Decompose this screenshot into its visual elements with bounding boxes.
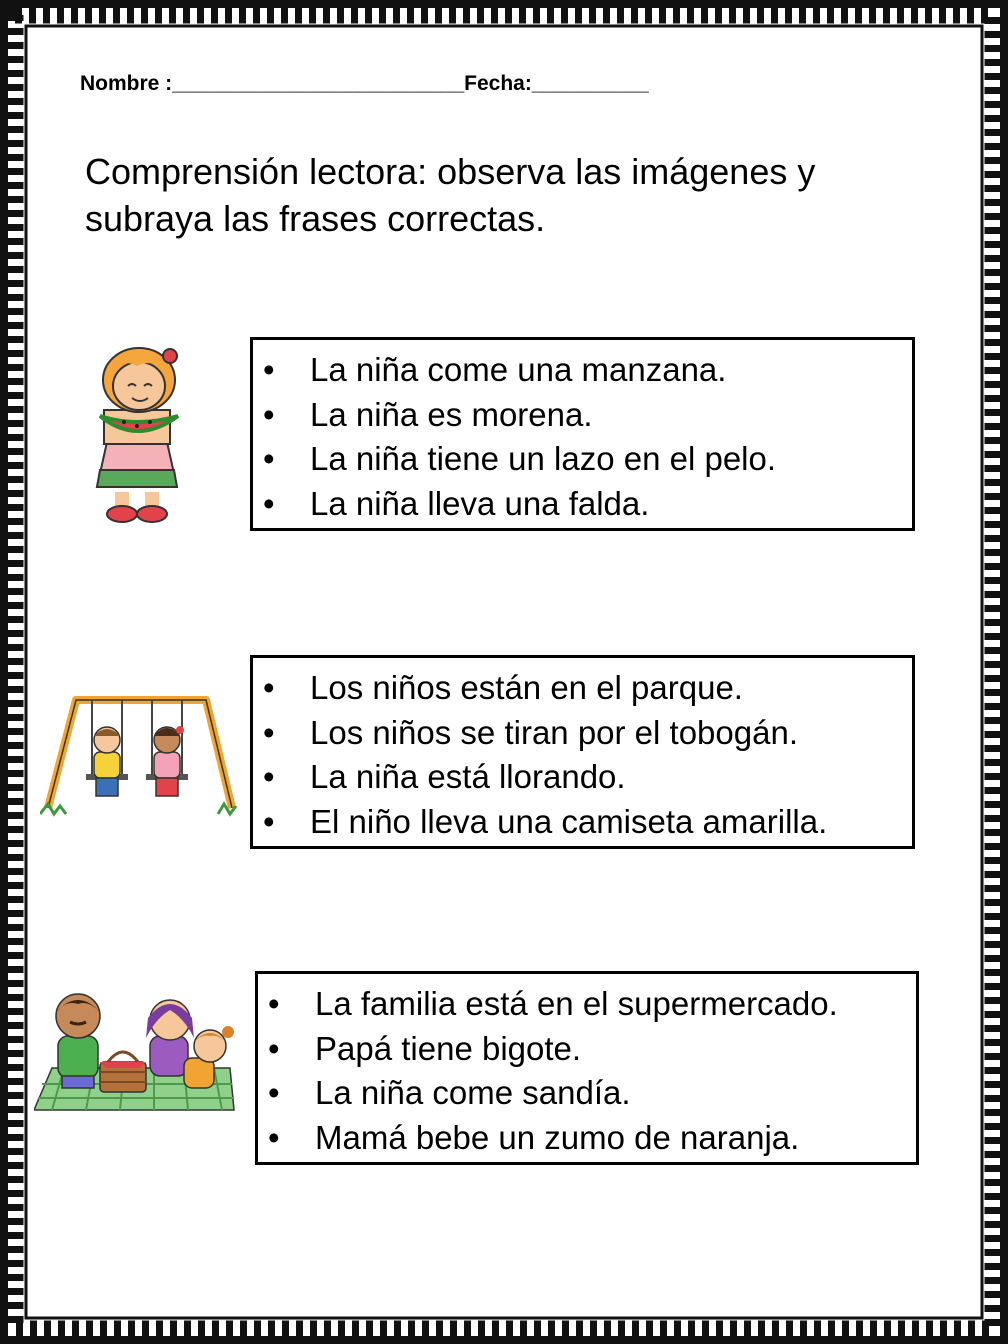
- sentence-text: La niña tiene un lazo en el pelo.: [310, 440, 777, 477]
- bullet: •: [268, 985, 280, 1022]
- family-picnic-image: [34, 988, 240, 1112]
- sentence-option[interactable]: [253, 393, 912, 438]
- bullet: •: [263, 484, 275, 522]
- bullet: •: [263, 395, 275, 433]
- sentence-option[interactable]: [253, 482, 912, 527]
- bullet: •: [268, 1074, 280, 1111]
- bullet: •: [263, 440, 275, 477]
- sentence-text: Los niños se tiran por el tobogán.: [310, 713, 798, 751]
- sentence-text: Mamá bebe un zumo de naranja.: [315, 1118, 800, 1156]
- sentence-option[interactable]: [253, 800, 912, 845]
- bullet: •: [263, 351, 275, 388]
- bullet: •: [263, 758, 275, 795]
- sentence-option[interactable]: [258, 1116, 916, 1161]
- sentence-text: Papá tiene bigote.: [315, 1029, 582, 1067]
- sentence-text: La niña lleva una falda.: [310, 484, 650, 522]
- sentence-text: La niña es morena.: [310, 395, 593, 433]
- sentence-list-3: [258, 982, 916, 1160]
- date-blank[interactable]: __________: [531, 72, 649, 95]
- student-header: [80, 72, 649, 96]
- name-blank[interactable]: _________________________: [172, 72, 465, 95]
- sentence-option[interactable]: [253, 348, 912, 393]
- sentence-box-3: [255, 971, 919, 1165]
- sentence-option[interactable]: [253, 437, 912, 482]
- sentence-text: La familia está en el supermercado.: [315, 985, 838, 1022]
- sentence-option[interactable]: [253, 755, 912, 800]
- sentence-option[interactable]: [253, 666, 912, 711]
- sentence-box-1: [250, 337, 915, 531]
- bullet: •: [268, 1029, 280, 1067]
- girl-watermelon-image: [92, 342, 192, 524]
- bullet: •: [263, 713, 275, 751]
- sentence-list-2: [253, 666, 912, 844]
- sentence-text: Los niños están en el parque.: [310, 669, 743, 706]
- sentence-option[interactable]: [258, 1027, 916, 1072]
- sentence-text: La niña come una manzana.: [310, 351, 727, 388]
- sentence-option[interactable]: [253, 711, 912, 756]
- date-label: Fecha:: [464, 72, 532, 95]
- bullet: •: [263, 802, 275, 840]
- sentence-option[interactable]: [258, 982, 916, 1027]
- sentence-list-1: [253, 348, 912, 526]
- bullet: •: [263, 669, 275, 706]
- instructions-text: Comprensión lectora: observa las imágenes y subraya las frases correctas.: [85, 151, 816, 239]
- sentence-text: El niño lleva una camiseta amarilla.: [310, 802, 828, 840]
- bullet: •: [268, 1118, 280, 1156]
- sentence-text: La niña come sandía.: [315, 1074, 631, 1111]
- sentence-box-2: [250, 655, 915, 849]
- children-swings-image: [40, 690, 240, 818]
- sentence-option[interactable]: [258, 1071, 916, 1116]
- name-label: Nombre :: [80, 72, 173, 95]
- sentence-text: La niña está llorando.: [310, 758, 626, 795]
